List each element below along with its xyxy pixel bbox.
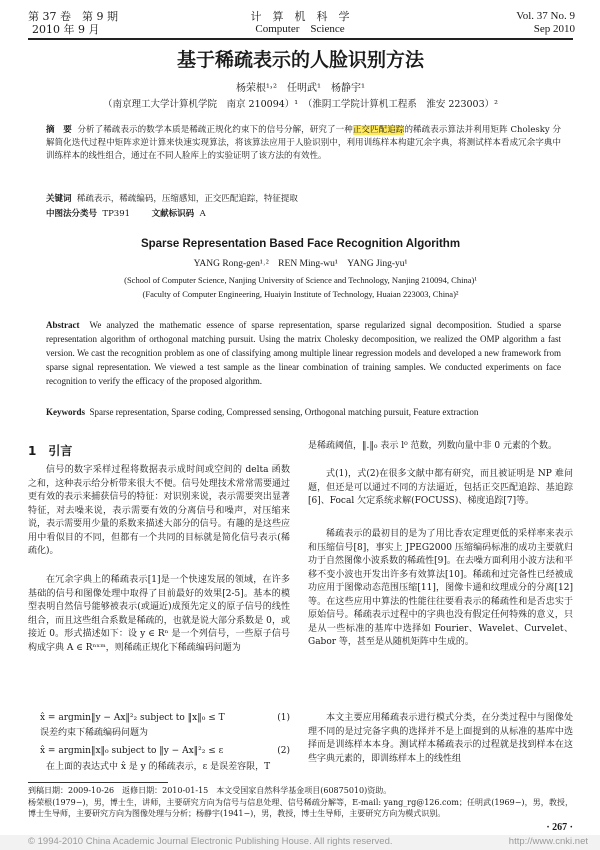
equation-1: x̂ = argmin‖y − Ax‖²₂ subject to ‖x‖₀ ≤ T [40, 713, 225, 723]
right-paragraph-3: 稀疏表示的最初目的是为了用比香农定理更低的采样率来表示和压缩信号[8]，事实上 JPEG2000 压缩编码标准的成功主要就归功于自然图像小波系数的稀疏性[9]。在去噪方面利用小波方法和平移不变小波也开发出许多有效算法[10]。稀疏和过完备性已经被成功应用于图像动态范围压缩[11]，图像卡通和纹理成分的分离[12]等。在这些应用中算法的性能往往要看表示的稀疏性和是否忠实于原始信号。稀疏表示过程中的字典也没有假定任何特殊的意义，只是从一些标准的基库中选择如 Fourier、Wavelet、Curvelet、Gabor 等，甚至是从随机矩阵中生成的。 [308, 529, 573, 647]
page-number: · 267 · [546, 822, 573, 833]
abstract-cn-highlight: 正交匹配追踪 [352, 125, 405, 135]
equation-2: x̂ = argmin‖x‖₀ subject to ‖y − Ax‖²₂ ≤ ε [40, 746, 224, 756]
abstract-cn-text-after: 的稀疏表示算法并利用矩阵 Cholesky 分解简化迭代过程中矩阵求逆计算来快速实现算法，将该算法应用于人脸识别中，利用训练样本构建冗余字典，将测试样本看成冗余字典中训练样本的线性组合，通过在不同人脸库上的实验证明了该方法的有效性。 [46, 125, 561, 161]
journal-cn: 计 算 机 科 学 [250, 10, 350, 23]
header-left [28, 10, 188, 36]
footnote-rule [28, 782, 168, 783]
header-right [470, 10, 575, 36]
copyright-text: © 1994-2010 China Academic Journal Electronic Publishing House. All rights reserved. [28, 836, 393, 847]
footnote-received: 到稿日期：2009-10-26 返修日期：2010-01-15 本文受国家自然科学基金项目(60875010)资助。 [28, 786, 392, 795]
abstract-cn [46, 124, 561, 163]
abstract-en-label: Abstract [46, 320, 80, 330]
abstract-en [46, 318, 561, 388]
affiliation-en-2: (Faculty of Computer Engineering, Huaiyin Institute of Technology, Huaian 223003, China)² [142, 289, 459, 299]
abstract-cn-label: 摘 要 [46, 125, 72, 135]
title-cn: 基于稀疏表示的人脸识别方法 [176, 49, 424, 71]
equation-2-number: (2) [277, 746, 290, 756]
header-center [200, 10, 400, 36]
doc-code-label: 文献标识码 [151, 209, 195, 219]
right-paragraph-1: 是稀疏阈值，‖.‖₀ 表示 l⁰ 范数，列数向量中非 0 元素的个数。 [308, 441, 557, 451]
keywords-en-text: Sparse representation, Sparse coding, Compressed sensing, Orthogonal matching pursuit, Feature extraction [89, 407, 479, 417]
class-cn-label: 中图法分类号 [46, 209, 98, 219]
keywords-cn [46, 193, 561, 206]
abstract-en-text: We analyzed the mathematic essence of sparse representation, sparse regularized signal decomposition. Studied a sparse representation algorithm of orthogonal matching pursuit. Using the matrix Cholesky decomposition, we realized the OMP algorithm a fast version. We cast the recognition problem as one of classifying among multiple linear regression models and developed a new framework from sparse signal representation. We viewed a test sample as the linear combination of training samples. We conducted experiments on face recognition to verify the efficacy of the proposed algorithm. [46, 320, 561, 386]
date-cn: 2010 年 9 月 [32, 23, 100, 36]
left-paragraph-3: 在上面的表达式中 x̂ 是 y 的稀疏表示，ε 是误差容限，T [46, 762, 271, 772]
header-rule [28, 38, 573, 40]
class-cn-value: TP391 [102, 209, 131, 219]
doc-code-value: A [199, 209, 206, 219]
authors-cn: 杨荣根¹˒² 任明武¹ 杨静宇¹ [235, 83, 366, 94]
keywords-cn-label: 关键词 [46, 194, 72, 204]
abstract-cn-text-before: 分析了稀疏表示的数学本质是稀疏正规化约束下的信号分解，研究了一种 [77, 125, 353, 135]
date-en: Sep 2010 [533, 23, 575, 35]
right-paragraph-4: 本文主要应用稀疏表示进行模式分类，在分类过程中与图像处理不同的是过完备字典的选择并不是上面提到的从标准的基库中选择而是训练样本本身。测试样本稀疏表示的过程就是找到样本在这些字典元素的，即训练样本上的线性组 [308, 713, 573, 764]
website-link[interactable]: http://www.cnki.net [508, 836, 588, 847]
affiliation-en-1: (School of Computer Science, Nanjing University of Science and Technology, Nanjing 210094, China)¹ [124, 275, 477, 285]
equation-1-text: 误差约束下稀疏编码问题为 [40, 728, 149, 738]
volume-cn: 第 37 卷 第 9 期 [28, 10, 118, 23]
section-1-title: 1 引言 [28, 444, 73, 458]
affiliations-cn: （南京理工大学计算机学院 南京 210094）¹ （淮阴工学院计算机工程系 淮安 223003）² [103, 99, 498, 110]
equation-1-number: (1) [277, 713, 290, 723]
keywords-en-label: Keywords [46, 407, 85, 417]
title-en: Sparse Representation Based Face Recognition Algorithm [140, 238, 461, 250]
journal-en: Computer Science [255, 23, 345, 35]
authors-en: YANG Rong-gen¹˒² REN Ming-wu¹ YANG Jing-yu¹ [193, 259, 408, 269]
footnote-bio: 杨荣根(1979−)，男，博士生，讲师，主要研究方向为信号与信息处理、信号稀疏分解等，E-mail: yang_rg@126.com；任明武(1969−)，男，教授，博士生导师，主要研究方向为图像处理与分析；杨静宇(1941−)，男，教授，博士生导师，主要研究方向为模式识别。 [28, 798, 573, 818]
right-paragraph-2: 式(1)，式(2)在很多文献中都有研究，而且被证明是 NP 难问题，但还是可以通过不同的方法逼近，包括正交匹配追踪、基追踪[6]、Focal 欠定系统求解(FOCUSS)、梯度追踪[7]等。 [308, 469, 573, 506]
left-paragraph-2: 在冗余字典上的稀疏表示[1]是一个快速发展的领域，在许多基础的信号和图像处理中取得了目前最好的效果[2-5]。基本的模型表明自然信号能够被表示(或逼近)成预先定义的原子信号的线性组合，而且这些组合系数是稀疏的，也就是说大部分系数是 0，或接近 0。形式描述如下：设 y ∈ Rⁿ 是一个列信号，一些原子信号构成字典 A ∈ Rⁿˣᵐ，则稀疏正规化下稀疏编码问题为 [28, 575, 290, 653]
left-paragraph-1: 信号的数字采样过程将数据表示成时间或空间的 delta 函数之和，这种表示给分析带来很大不便。信号处理技术常常需要通过更有效的表示来捕获信号的特征：对识别来说，表示需要突出显著特征，对去噪来说，表示需要有效的分离信号和噪声，对压缩来说，表示需要用少量的系数来描述大部分的信号。有趣的是这些应用中看似目的不同，但都有一个共同的目标就是简化信号表示(稀疏化)。 [28, 465, 290, 556]
classification-cn [46, 208, 561, 221]
volume-en: Vol. 37 No. 9 [516, 10, 575, 22]
copyright-bar [0, 835, 600, 850]
keywords-cn-text: 稀疏表示，稀疏编码，压缩感知，正交匹配追踪，特征提取 [76, 194, 298, 204]
keywords-en [46, 406, 561, 419]
